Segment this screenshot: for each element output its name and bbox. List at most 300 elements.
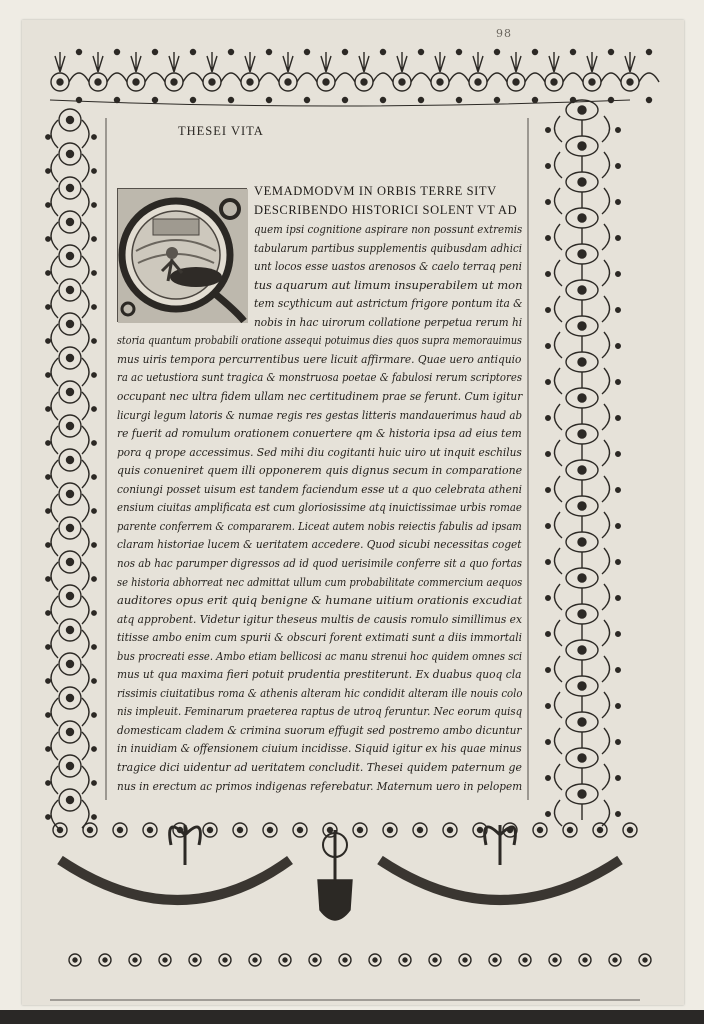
right-flower-center <box>578 106 586 114</box>
top-vine <box>69 73 89 82</box>
right-vine <box>554 584 562 610</box>
text-line-16: ensium ciuitas amplificata est cum gloriosissime atq inuictissimae urbis romae <box>117 500 522 515</box>
left-dot <box>46 577 50 581</box>
right-flower-center <box>578 322 586 330</box>
right-vine <box>554 548 562 574</box>
text-line-15: coniungi posset uisum est tandem faciendum esse ut a quo celebrata atheni <box>117 481 523 496</box>
caps-line-1: VEMADMODVM IN ORBIS TERRE SITV <box>254 184 497 198</box>
text-line-17: parente conferrem & compararem. Liceat autem nobis reiectis fabulis ad ipsam <box>117 518 522 533</box>
right-vine <box>554 476 562 502</box>
top-leaf <box>283 52 293 72</box>
right-flower-center <box>578 430 586 438</box>
bottom-rosette-center <box>418 828 423 833</box>
text-line-18: claram historiae lucem & ueritatem accedere. Quod sicubi necessitas coget <box>117 537 522 552</box>
left-vine <box>82 358 89 386</box>
top-vine <box>601 73 621 82</box>
right-dot <box>546 164 551 169</box>
right-flower-center <box>578 286 586 294</box>
right-dot <box>616 164 621 169</box>
top-vine <box>487 73 507 82</box>
right-dot <box>546 776 551 781</box>
bottom-rosette-center <box>628 828 633 833</box>
right-dot <box>546 236 551 241</box>
right-vine <box>554 188 562 214</box>
left-vine <box>51 596 58 624</box>
top-leaf <box>587 52 597 72</box>
bottom-rosette-center <box>433 958 437 962</box>
right-vine <box>602 368 610 394</box>
left-dot <box>92 475 96 479</box>
right-vine <box>554 260 562 286</box>
top-rosette-center <box>361 79 367 85</box>
bottom-rosette-center <box>643 958 647 962</box>
bottom-rosette-center <box>343 958 347 962</box>
left-vine <box>82 460 89 488</box>
right-dot <box>546 344 551 349</box>
left-dot <box>46 815 50 819</box>
left-medallion-center <box>67 151 74 158</box>
top-dot <box>267 98 272 103</box>
top-vine <box>221 73 241 82</box>
left-dot <box>46 237 50 241</box>
left-medallion-center <box>67 593 74 600</box>
top-dot <box>153 98 158 103</box>
bottom-rosette-center <box>193 958 197 962</box>
right-flower-center <box>578 646 586 654</box>
left-medallion-center <box>67 457 74 464</box>
text-line-22: atq approbent. Videtur igitur theseus multis de causis romulo simillimus ex <box>117 611 522 626</box>
right-dot <box>546 380 551 385</box>
left-medallion-center <box>67 797 74 804</box>
right-vine <box>554 764 562 790</box>
left-dot <box>92 645 96 649</box>
top-dot <box>571 50 576 55</box>
left-dot <box>92 237 96 241</box>
right-flower-center <box>578 682 586 690</box>
top-dot <box>115 98 120 103</box>
right-dot <box>546 128 551 133</box>
top-leaf <box>245 52 255 72</box>
right-vine <box>602 440 610 466</box>
left-vine <box>51 222 58 250</box>
right-vine <box>602 620 610 646</box>
right-flower-center <box>578 394 586 402</box>
text-line-3: unt locos esse uastos arenosos & caelo terraq peni <box>254 259 522 274</box>
text-line-13: pora q prope accessimus. Sed mihi diu cogitanti huic uiro ut inquit eschilus <box>117 444 522 459</box>
right-flower-center <box>578 178 586 186</box>
top-vine <box>259 73 279 82</box>
left-dot <box>46 339 50 343</box>
left-vine <box>82 562 89 590</box>
left-vine <box>51 562 58 590</box>
right-flower-center <box>578 754 586 762</box>
right-dot <box>546 308 551 313</box>
text-line-25: mus ut qua maxima fieri potuit prudentia prestiterunt. Ex duabus quoq cla <box>117 667 522 682</box>
right-dot <box>616 776 621 781</box>
left-vine <box>51 392 58 420</box>
right-vine <box>554 332 562 358</box>
right-vine <box>602 224 610 250</box>
left-dot <box>46 135 50 139</box>
left-dot <box>46 781 50 785</box>
bottom-rosette-center <box>73 958 77 962</box>
left-vine <box>82 426 89 454</box>
left-medallion-center <box>67 219 74 226</box>
right-dot <box>546 704 551 709</box>
left-vine <box>82 120 89 148</box>
left-dot <box>92 781 96 785</box>
right-dot <box>546 200 551 205</box>
right-vine <box>602 188 610 214</box>
right-vine <box>602 260 610 286</box>
right-dot <box>546 416 551 421</box>
left-dot <box>92 441 96 445</box>
left-vine <box>82 256 89 284</box>
right-dot <box>616 200 621 205</box>
top-rosette-center <box>247 79 253 85</box>
right-dot <box>546 452 551 457</box>
right-dot <box>616 452 621 457</box>
top-dot <box>305 50 310 55</box>
bottom-rosette-center <box>298 828 303 833</box>
right-dot <box>616 704 621 709</box>
top-dot <box>191 98 196 103</box>
left-vine <box>51 630 58 658</box>
right-vine <box>602 116 610 142</box>
left-dot <box>46 203 50 207</box>
right-dot <box>616 128 621 133</box>
left-vine <box>51 460 58 488</box>
top-dot <box>647 98 652 103</box>
right-dot <box>546 560 551 565</box>
text-line-6: nobis in hac uirorum collatione perpetua rerum hi <box>254 314 523 329</box>
top-dot <box>115 50 120 55</box>
right-vine <box>554 800 562 826</box>
bottom-rosette-center <box>238 828 243 833</box>
right-dot <box>616 272 621 277</box>
left-vine <box>82 698 89 726</box>
text-line-23: titisse ambo enim cum spurii & obscuri forent extimati sunt a diis immortali <box>117 630 522 645</box>
left-vine <box>51 154 58 182</box>
top-rosette-center <box>627 79 633 85</box>
top-dot <box>495 98 500 103</box>
right-dot <box>546 812 551 817</box>
left-medallion-center <box>67 661 74 668</box>
left-dot <box>92 135 96 139</box>
bottom-shield <box>318 880 352 920</box>
right-flower-center <box>578 790 586 798</box>
right-flower-center <box>578 466 586 474</box>
right-vine <box>602 692 610 718</box>
top-dot <box>533 50 538 55</box>
text-line-26: rissimis ciuitatibus roma & athenis alteram hic condidit alteram ille nouis colo <box>117 685 523 700</box>
right-dot <box>546 740 551 745</box>
right-vine <box>554 296 562 322</box>
left-dot <box>92 713 96 717</box>
left-dot <box>92 543 96 547</box>
left-vine <box>82 664 89 692</box>
right-flower-center <box>578 718 586 726</box>
text-line-29: in inuidiam & offensionem ciuium incidisse. Siquid igitur ex his quae minus <box>117 741 522 756</box>
top-dot <box>495 50 500 55</box>
bottom-rosette-center <box>598 828 603 833</box>
top-vine <box>411 73 431 82</box>
left-medallion-center <box>67 287 74 294</box>
left-medallion-center <box>67 491 74 498</box>
top-dot <box>153 50 158 55</box>
right-vine <box>554 620 562 646</box>
left-dot <box>46 305 50 309</box>
top-dot <box>381 50 386 55</box>
text-line-20: se historia abhorreat nec admittat ullum cum probabilitate commercium aequos <box>117 574 523 589</box>
top-dot <box>191 50 196 55</box>
left-vine <box>82 324 89 352</box>
top-vine <box>373 73 393 82</box>
top-vine <box>639 73 659 82</box>
left-dot <box>46 509 50 513</box>
left-dot <box>92 577 96 581</box>
bottom-rosette-center <box>493 958 497 962</box>
text-line-7: storia quantum probabili oratione assequi potuimus dies quos supra memorauimus <box>117 333 522 348</box>
left-vine <box>51 766 58 794</box>
right-flower-center <box>578 214 586 222</box>
top-dot <box>419 50 424 55</box>
left-vine <box>82 188 89 216</box>
text-line-31: nus in erectum ac primos indigenas referebatur. Maternum uero in pelopem <box>117 778 523 793</box>
caps-line-2: DESCRIBENDO HISTORICI SOLENT VT AD <box>254 203 518 217</box>
left-medallion-center <box>67 695 74 702</box>
right-vine <box>554 404 562 430</box>
page-heading: THESEI VITA <box>178 124 264 138</box>
bottom-rosette-center <box>568 828 573 833</box>
top-dot <box>343 98 348 103</box>
top-rosette-center <box>589 79 595 85</box>
bottom-rosette-center <box>283 958 287 962</box>
top-leaf <box>397 52 407 72</box>
top-vine <box>145 73 165 82</box>
top-rosette-center <box>285 79 291 85</box>
bottom-rosette-center <box>463 958 467 962</box>
right-vine <box>554 116 562 142</box>
left-vine <box>51 290 58 318</box>
top-rosette-center <box>437 79 443 85</box>
left-vine <box>51 120 58 148</box>
left-vine <box>82 222 89 250</box>
bottom-rosette-center <box>388 828 393 833</box>
left-vine <box>51 494 58 522</box>
text-line-5: tem scythicum aut astrictum frigore pontum ita & <box>254 296 523 311</box>
left-dot <box>46 713 50 717</box>
bottom-rosette-center <box>253 958 257 962</box>
text-line-1: quem ipsi cognitione aspirare non possunt extremis <box>254 222 523 236</box>
right-vine <box>602 512 610 538</box>
top-leaf <box>321 52 331 72</box>
top-vine <box>335 73 355 82</box>
left-dot <box>92 169 96 173</box>
top-vine <box>297 73 317 82</box>
left-dot <box>46 747 50 751</box>
left-vine <box>82 630 89 658</box>
bottom-rosette-center <box>58 828 63 833</box>
right-dot <box>546 272 551 277</box>
text-line-8: mus uiris tempora percurrentibus uere licuit affirmare. Quae uero antiquio <box>117 351 522 366</box>
left-vine <box>51 528 58 556</box>
top-leaf <box>93 52 103 72</box>
right-dot <box>616 668 621 673</box>
top-leaf <box>473 52 483 72</box>
left-dot <box>92 815 96 819</box>
bottom-rosette-center <box>313 958 317 962</box>
top-rosette-center <box>95 79 101 85</box>
right-dot <box>546 488 551 493</box>
left-dot <box>46 645 50 649</box>
top-dot <box>77 50 82 55</box>
text-line-28: domesticam cladem & crimina suorum effugit sed postremo ambo dicuntur <box>117 722 522 737</box>
top-rosette-center <box>171 79 177 85</box>
bottom-rosette-center <box>358 828 363 833</box>
right-dot <box>616 380 621 385</box>
bottom-rosette-center <box>328 828 333 833</box>
left-dot <box>92 747 96 751</box>
left-medallion-center <box>67 321 74 328</box>
left-dot <box>46 271 50 275</box>
top-dot <box>343 50 348 55</box>
right-vine <box>602 584 610 610</box>
top-rosette-center <box>513 79 519 85</box>
left-medallion-center <box>67 763 74 770</box>
top-leaf <box>55 52 65 72</box>
right-flower-center <box>578 142 586 150</box>
right-dot <box>616 812 621 817</box>
left-dot <box>92 373 96 377</box>
bottom-garland-left <box>60 860 290 900</box>
top-rosette-center <box>133 79 139 85</box>
top-dot <box>267 50 272 55</box>
text-line-11: licurgi legum latoris & numae regis res gestas litteris mandauerimus haud ab <box>117 407 523 422</box>
left-vine <box>51 732 58 760</box>
top-rosette-center <box>323 79 329 85</box>
top-dot <box>305 98 310 103</box>
right-vine <box>602 476 610 502</box>
right-vine <box>602 800 610 826</box>
left-dot <box>46 441 50 445</box>
text-line-10: occupant nec ultra fidem ullam nec certitudinem prae se ferunt. Cum igitur <box>117 389 523 403</box>
top-dot <box>609 50 614 55</box>
left-vine <box>82 732 89 760</box>
bottom-rosette-center <box>478 828 483 833</box>
text-line-30: tragice dici uidentur ad ueritatem concludit. Thesei quidem paternum ge <box>117 760 522 774</box>
bottom-fleur <box>170 825 201 865</box>
top-rosette-center <box>209 79 215 85</box>
right-dot <box>546 524 551 529</box>
bottom-rosette-center <box>118 828 123 833</box>
right-dot <box>546 632 551 637</box>
left-dot <box>46 407 50 411</box>
right-vine <box>554 656 562 682</box>
bottom-rosette-center <box>403 958 407 962</box>
right-vine <box>554 728 562 754</box>
right-dot <box>616 560 621 565</box>
text-line-12: re fuerit ad romulum orationem conuertere qm & historia ipsa ad eius tem <box>117 426 522 441</box>
left-medallion-center <box>67 627 74 634</box>
left-dot <box>46 373 50 377</box>
illuminated-initial-q <box>117 188 247 322</box>
left-dot <box>92 271 96 275</box>
top-rosette-center <box>399 79 405 85</box>
right-dot <box>616 740 621 745</box>
bottom-rosette-center <box>88 828 93 833</box>
top-dot <box>229 50 234 55</box>
left-vine <box>82 596 89 624</box>
top-rosette-center <box>551 79 557 85</box>
left-vine <box>51 188 58 216</box>
right-vine <box>554 368 562 394</box>
left-vine <box>51 698 58 726</box>
left-dot <box>92 203 96 207</box>
left-vine <box>82 766 89 794</box>
right-vine <box>554 224 562 250</box>
left-medallion-center <box>67 355 74 362</box>
left-vine <box>51 664 58 692</box>
top-vine <box>563 73 583 82</box>
right-vine <box>602 332 610 358</box>
left-dot <box>46 543 50 547</box>
bottom-rosette-center <box>373 958 377 962</box>
right-vine <box>602 728 610 754</box>
right-dot <box>616 596 621 601</box>
right-vine <box>554 692 562 718</box>
left-dot <box>92 679 96 683</box>
top-rosette-center <box>475 79 481 85</box>
right-flower-center <box>578 610 586 618</box>
top-dot <box>647 50 652 55</box>
top-vine <box>183 73 203 82</box>
top-leaf <box>435 52 445 72</box>
right-dot <box>546 596 551 601</box>
left-dot <box>46 611 50 615</box>
bottom-rosette-center <box>613 958 617 962</box>
right-vine <box>602 656 610 682</box>
right-vine <box>602 152 610 178</box>
top-leaf <box>131 52 141 72</box>
right-vine <box>602 764 610 790</box>
top-vine <box>449 73 469 82</box>
top-dot <box>419 98 424 103</box>
top-leaf <box>359 52 369 72</box>
bottom-rosette-center <box>268 828 273 833</box>
right-flower-center <box>578 574 586 582</box>
bottom-rosette-center <box>538 828 543 833</box>
left-dot <box>92 339 96 343</box>
right-dot <box>616 632 621 637</box>
left-dot <box>46 679 50 683</box>
left-vine <box>82 154 89 182</box>
left-vine <box>82 494 89 522</box>
left-medallion-center <box>67 729 74 736</box>
left-dot <box>46 475 50 479</box>
bottom-rosette-center <box>103 958 107 962</box>
bottom-rosette-center <box>133 958 137 962</box>
top-leaf <box>169 52 179 72</box>
right-vine <box>554 440 562 466</box>
left-dot <box>92 509 96 513</box>
top-dot <box>457 98 462 103</box>
bottom-rosette-center <box>208 828 213 833</box>
right-flower-center <box>578 358 586 366</box>
right-vine <box>602 404 610 430</box>
right-flower-center <box>578 250 586 258</box>
text-line-19: nos ab hac parumper digressos ad id quod uerisimile conferre sit a quo fortas <box>117 555 523 570</box>
